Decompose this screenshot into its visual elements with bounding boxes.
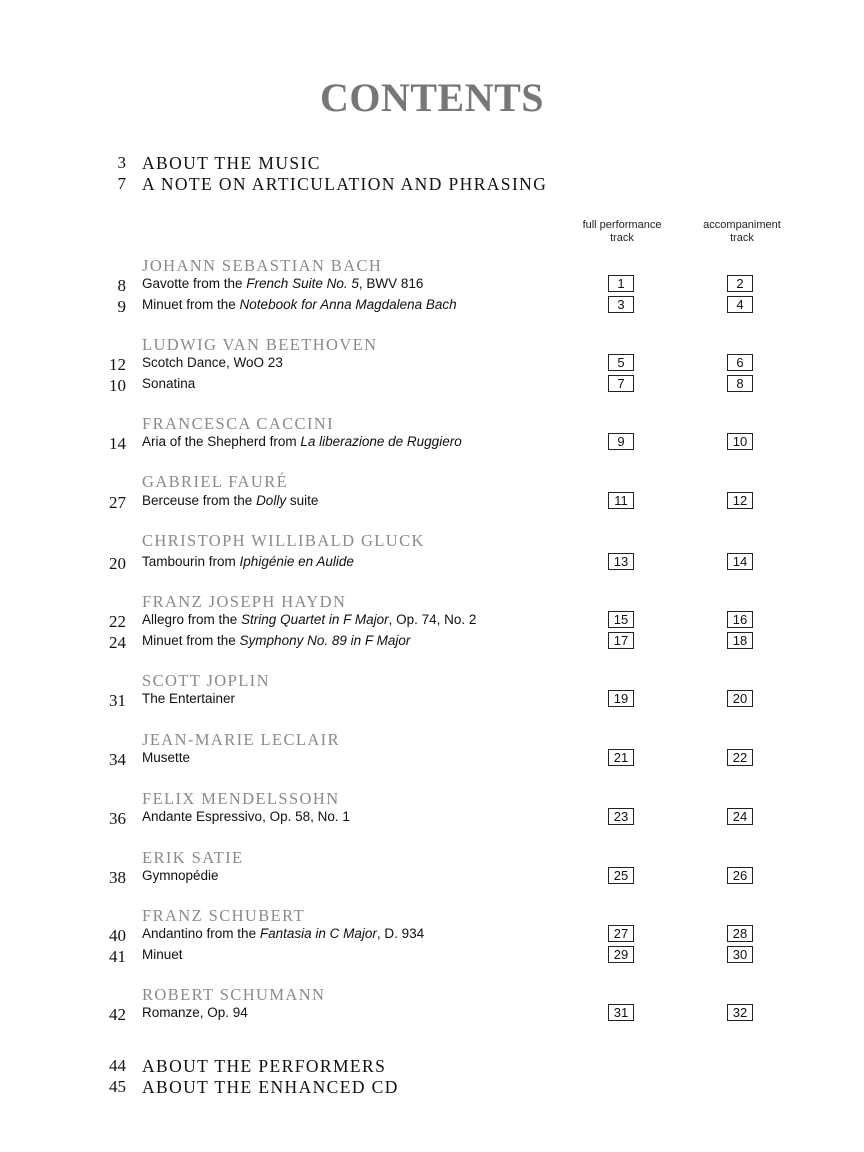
composer-name: ROBERT SCHUMANN [142, 985, 326, 1004]
accompaniment-track-number: 26 [727, 867, 753, 884]
piece-title [142, 355, 283, 370]
page-number: 24 [109, 633, 126, 652]
page-number: 20 [109, 554, 126, 573]
accompaniment-track-number: 20 [727, 690, 753, 707]
piece-title-text: Minuet from the [142, 297, 240, 312]
page-number: 38 [109, 868, 126, 887]
full-performance-track-number: 15 [608, 611, 634, 628]
piece-title-italic: Iphigénie en Aulide [239, 554, 354, 569]
piece-title [142, 809, 350, 824]
piece-title-text: Musette [142, 750, 191, 765]
composer-name: JOHANN SEBASTIAN BACH [142, 256, 383, 275]
accompaniment-track-number: 16 [727, 611, 753, 628]
piece-title-italic: Fantasia in C Major [259, 926, 377, 941]
composer-name: JEAN-MARIE LECLAIR [142, 730, 340, 749]
column-header-line: track [730, 232, 754, 244]
piece-title [142, 947, 183, 962]
composer-name: GABRIEL FAURÉ [142, 472, 289, 491]
entry-label: ABOUT THE ENHANCED CD [142, 1077, 399, 1097]
piece-title-text: Tambourin from [142, 554, 240, 569]
accompaniment-track-number: 28 [727, 925, 753, 942]
piece-title [142, 276, 423, 291]
entry-label: ABOUT THE MUSIC [142, 153, 321, 173]
accompaniment-track-number: 18 [727, 632, 753, 649]
composer-name: FELIX MENDELSSOHN [142, 789, 340, 808]
page-number: 27 [109, 493, 126, 512]
composer-name: FRANZ JOSEPH HAYDN [142, 592, 347, 611]
piece-title [142, 691, 235, 706]
column-header-line: full performance [582, 219, 662, 231]
composer-name: ERIK SATIE [142, 848, 244, 867]
piece-title-text: Andantino from the [142, 926, 260, 941]
piece-title-text: Allegro from the [142, 612, 242, 627]
full-performance-track-number: 25 [608, 867, 634, 884]
piece-title-suffix: , Op. 74, No. 2 [388, 612, 477, 627]
piece-title-italic: Dolly [256, 493, 287, 508]
accompaniment-track-number: 8 [727, 375, 753, 392]
piece-title-suffix: , D. 934 [376, 926, 425, 941]
full-performance-track-number: 13 [608, 553, 634, 570]
accompaniment-track-number: 4 [727, 296, 753, 313]
page-number: 45 [109, 1077, 126, 1096]
accompaniment-column-header [686, 219, 798, 245]
accompaniment-track-number: 6 [727, 354, 753, 371]
piece-title-text: Sonatina [142, 376, 196, 391]
piece-title-italic: French Suite No. 5 [246, 276, 359, 291]
column-header-line: track [610, 232, 634, 244]
page-number: 7 [117, 174, 126, 193]
page-number: 40 [109, 926, 126, 945]
page-number: 22 [109, 612, 126, 631]
piece-title-text: Romanze, Op. 94 [142, 1005, 248, 1020]
accompaniment-track-number: 14 [727, 553, 753, 570]
full-performance-track-number: 1 [608, 275, 634, 292]
full-performance-track-number: 3 [608, 296, 634, 313]
composer-name: FRANCESCA CACCINI [142, 414, 335, 433]
column-header-line: accompaniment [703, 219, 781, 231]
page-number: 8 [117, 276, 126, 295]
full-performance-track-number: 7 [608, 375, 634, 392]
piece-title-italic: Notebook for Anna Magdalena Bach [239, 297, 457, 312]
piece-title-text: Aria of the Shepherd from [142, 434, 301, 449]
accompaniment-track-number: 12 [727, 492, 753, 509]
piece-title-text: The Entertainer [142, 691, 236, 706]
accompaniment-track-number: 10 [727, 433, 753, 450]
piece-title-text: Minuet from the [142, 633, 240, 648]
full-performance-track-number: 5 [608, 354, 634, 371]
page-number: 10 [109, 376, 126, 395]
accompaniment-track-number: 22 [727, 749, 753, 766]
full-performance-track-number: 17 [608, 632, 634, 649]
entry-label: A NOTE ON ARTICULATION AND PHRASING [142, 174, 548, 194]
page-number: 36 [109, 809, 126, 828]
page-number: 3 [117, 153, 126, 172]
page-number: 44 [109, 1056, 126, 1075]
page-title: CONTENTS [319, 75, 545, 120]
full-performance-track-number: 27 [608, 925, 634, 942]
piece-title [142, 554, 354, 569]
page-number: 9 [117, 297, 126, 316]
accompaniment-track-number: 30 [727, 946, 753, 963]
full-performance-track-number: 29 [608, 946, 634, 963]
full-performance-track-number: 21 [608, 749, 634, 766]
piece-title-text: Andante Espressivo, Op. 58, No. 1 [142, 809, 350, 824]
piece-title-italic: String Quartet in F Major [241, 612, 389, 627]
full-performance-track-number: 31 [608, 1004, 634, 1021]
piece-title [142, 750, 190, 765]
page-number: 42 [109, 1005, 126, 1024]
page-number: 12 [109, 355, 126, 374]
composer-name: CHRISTOPH WILLIBALD GLUCK [142, 531, 425, 550]
accompaniment-track-number: 32 [727, 1004, 753, 1021]
piece-title [142, 297, 457, 312]
composer-name: FRANZ SCHUBERT [142, 906, 306, 925]
piece-title-text: Minuet [142, 947, 183, 962]
page-number: 14 [109, 434, 126, 453]
full-performance-track-number: 9 [608, 433, 634, 450]
page-number: 31 [109, 691, 126, 710]
piece-title [142, 434, 462, 449]
accompaniment-track-number: 2 [727, 275, 753, 292]
accompaniment-track-number: 24 [727, 808, 753, 825]
piece-title-italic: La liberazione de Ruggiero [300, 434, 462, 449]
page-number: 41 [109, 947, 126, 966]
piece-title [142, 1005, 248, 1020]
page-number: 34 [109, 750, 126, 769]
piece-title [142, 376, 195, 391]
piece-title-italic: Symphony No. 89 in F Major [239, 633, 411, 648]
full-performance-track-number: 11 [608, 492, 634, 509]
piece-title [142, 612, 476, 627]
full-performance-column-header [566, 219, 678, 245]
piece-title-suffix: , BWV 816 [358, 276, 424, 291]
full-performance-track-number: 23 [608, 808, 634, 825]
entry-label: ABOUT THE PERFORMERS [142, 1056, 387, 1076]
piece-title [142, 633, 410, 648]
piece-title-text: Gymnopédie [142, 868, 219, 883]
piece-title [142, 493, 318, 508]
piece-title [142, 868, 219, 883]
piece-title-text: Berceuse from the [142, 493, 257, 508]
composer-name: LUDWIG VAN BEETHOVEN [142, 335, 378, 354]
full-performance-track-number: 19 [608, 690, 634, 707]
piece-title-text: Gavotte from the [142, 276, 247, 291]
composer-name: SCOTT JOPLIN [142, 671, 270, 690]
piece-title-text: Scotch Dance, WoO 23 [142, 355, 283, 370]
piece-title [142, 926, 424, 941]
piece-title-suffix: suite [286, 493, 319, 508]
